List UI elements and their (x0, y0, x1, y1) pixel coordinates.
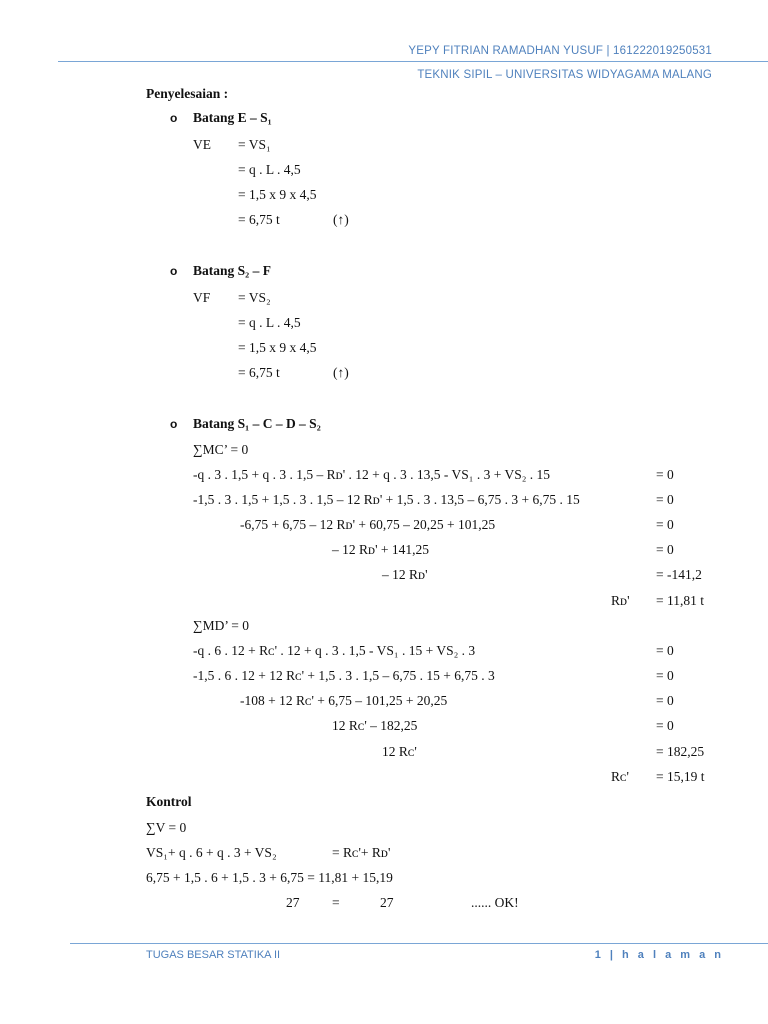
s1-row: = 1,5 x 9 x 4,5 (238, 187, 317, 202)
page-heading: Penyelesaian : (146, 86, 229, 101)
s2-lhs: VF (193, 290, 211, 305)
kontrol-substitution: 6,75 + 1,5 . 6 + 1,5 . 3 + 6,75 = 11,81 + 15,19 (146, 870, 393, 885)
md-equation-line: Rᴄ' (611, 769, 629, 784)
md-result: = 15,19 t (656, 769, 705, 784)
mc-equation-line: -6,75 + 6,75 – 12 Rᴅ' + 60,75 – 20,25 + 101,25 (240, 517, 496, 532)
bullet-2: o (170, 264, 178, 278)
mc-sum-heading: ∑MC’ = 0 (193, 442, 249, 457)
md-sum-heading: ∑MD’ = 0 (193, 618, 249, 633)
md-result: = 182,25 (656, 744, 705, 759)
header-department: TEKNIK SIPIL – UNIVERSITAS WIDYAGAMA MALANG (417, 69, 712, 81)
md-equation-line: 12 Rᴄ' (382, 744, 417, 759)
mc-equation-line: – 12 Rᴅ' + 141,25 (332, 542, 430, 557)
section-title-e-s1: Batang E – S₁ (193, 110, 272, 125)
bullet-3: o (170, 417, 178, 431)
s2-arrow: (↑) (333, 365, 349, 380)
mc-equation-line: -1,5 . 3 . 1,5 + 1,5 . 3 . 1,5 – 12 Rᴅ' + 1,5 . 3 . 13,5 – 6,75 . 3 + 6,75 . 15 (193, 492, 580, 507)
mc-result: = 0 (656, 467, 674, 482)
bullet-1: o (170, 111, 178, 125)
kontrol-title: Kontrol (146, 794, 192, 809)
footer-page-indicator (595, 949, 724, 961)
s1-row: = q . L . 4,5 (238, 162, 301, 177)
footer-rule (70, 943, 768, 944)
mc-result: = 0 (656, 492, 674, 507)
s2-row: = q . L . 4,5 (238, 315, 301, 330)
kontrol-equation-left: VS₁+ q . 6 + q . 3 + VS₂ (146, 845, 277, 860)
page-label: | h a l a m a n (603, 949, 724, 961)
mc-result: = 11,81 t (656, 593, 704, 608)
mc-equation-line: – 12 Rᴅ' (382, 567, 428, 582)
kontrol-total-right: 27 (380, 895, 394, 910)
s1-row: = VS₁ (238, 137, 271, 152)
md-equation-line: -108 + 12 Rᴄ' + 6,75 – 101,25 + 20,25 (240, 693, 448, 708)
kontrol-total-left: 27 (286, 895, 300, 910)
kontrol-ok: ...... OK! (471, 895, 519, 910)
kontrol-sum: ∑V = 0 (146, 820, 187, 835)
md-equation-line: 12 Rᴄ' – 182,25 (332, 718, 418, 733)
mc-equation-line: -q . 3 . 1,5 + q . 3 . 1,5 – Rᴅ' . 12 + q . 3 . 13,5 - VS₁ . 3 + VS₂ . 15 (193, 467, 551, 482)
mc-result: = 0 (656, 542, 674, 557)
md-result: = 0 (656, 718, 674, 733)
s2-row: = 6,75 t (238, 365, 280, 380)
s2-row: = VS₂ (238, 290, 271, 305)
kontrol-equation-right: = Rᴄ'+ Rᴅ' (332, 845, 391, 860)
mc-equation-line: Rᴅ' (611, 593, 630, 608)
md-equation-line: -q . 6 . 12 + Rᴄ' . 12 + q . 3 . 1,5 - VS₁ . 15 + VS₂ . 3 (193, 643, 476, 658)
footer-title: TUGAS BESAR STATIKA II (146, 949, 281, 961)
header-author: YEPY FITRIAN RAMADHAN YUSUF | 161222019250531 (408, 45, 712, 57)
md-result: = 0 (656, 643, 674, 658)
s2-row: = 1,5 x 9 x 4,5 (238, 340, 317, 355)
s1-arrow: (↑) (333, 212, 349, 227)
section-title-s1-c-d-s2: Batang S₁ – C – D – S₂ (193, 416, 321, 431)
page-number: 1 (594, 949, 604, 961)
kontrol-equals: = (332, 895, 340, 910)
md-result: = 0 (656, 668, 674, 683)
s1-lhs: VE (193, 137, 211, 152)
mc-result: = -141,2 (656, 567, 702, 582)
md-result: = 0 (656, 693, 674, 708)
mc-result: = 0 (656, 517, 674, 532)
md-equation-line: -1,5 . 6 . 12 + 12 Rᴄ' + 1,5 . 3 . 1,5 – 6,75 . 15 + 6,75 . 3 (193, 668, 495, 683)
section-title-s2-f: Batang S₂ – F (193, 263, 271, 278)
header-rule (58, 61, 768, 62)
s1-row: = 6,75 t (238, 212, 280, 227)
